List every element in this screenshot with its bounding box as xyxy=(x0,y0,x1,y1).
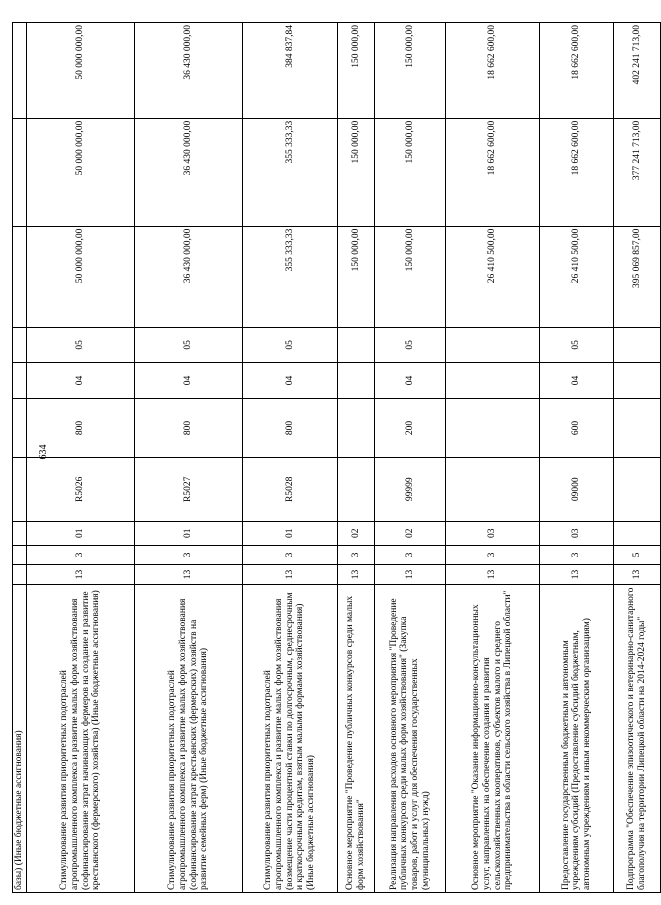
row-description: Подпрограмма "Обеспечение эпизоотического и ветеринарно-санитарного благополучия на территории Липецкой области на 2014-2024 годы" xyxy=(614,585,661,893)
amount-cell: 50 000 000,00 xyxy=(27,226,135,327)
code-cell: 3 xyxy=(27,545,135,564)
budget-table-container xyxy=(12,22,647,893)
table-row xyxy=(614,23,661,893)
amount-cell: 50 000 000,00 xyxy=(27,118,135,226)
code-cell: 13 xyxy=(446,565,540,585)
amount-cell: 150 000,00 xyxy=(338,23,375,119)
code-cell: 13 xyxy=(540,565,614,585)
code-cell xyxy=(446,363,540,399)
code-cell: 3 xyxy=(135,545,243,564)
code-cell xyxy=(13,545,27,564)
code-cell: 800 xyxy=(135,398,243,457)
row-description: Предоставление государственным бюджетным и автономным учреждениям субсидий (Предоставление субсидий бюджетным, автономным учреждениям и иным некоммерческим организациям) xyxy=(540,585,614,893)
amount-cell: 18 662 600,00 xyxy=(446,23,540,119)
row-description: Стимулирование развития приоритетных подотраслей агропромышленного комплекса и развитие малых форм хозяйствования (софинансирование затрат начинающих фермеров на создание и развитие крестьянского (фермерского) хозяйства) (Иные бюджетные ассигнования) xyxy=(27,585,135,893)
code-cell xyxy=(446,398,540,457)
amount-cell: 36 430 000,00 xyxy=(135,23,243,119)
amount-cell: 150 000,00 xyxy=(338,226,375,327)
page-number: 634 xyxy=(38,444,49,460)
code-cell xyxy=(13,363,27,399)
code-cell xyxy=(614,363,661,399)
amount-cell: 355 333,33 xyxy=(243,226,338,327)
code-cell: 13 xyxy=(135,565,243,585)
code-cell xyxy=(614,458,661,522)
table-row xyxy=(135,23,243,893)
code-cell: 03 xyxy=(446,521,540,545)
budget-table xyxy=(12,22,661,893)
amount-cell: 384 837,84 xyxy=(243,23,338,119)
amount-cell: 18 662 600,00 xyxy=(446,118,540,226)
code-cell: 13 xyxy=(338,565,375,585)
code-cell xyxy=(13,327,27,363)
row-description: Реализация направления расходов основного мероприятия "Проведение публичных конкурсов среди малых форм хозяйствования" (Закупка товаров, работ и услуг для обеспечения государственных (муниципальных) нужд) xyxy=(375,585,446,893)
table-row xyxy=(338,23,375,893)
code-cell: 01 xyxy=(135,521,243,545)
code-cell: 09000 xyxy=(540,458,614,522)
row-description: базы) (Иные бюджетные ассигнования) xyxy=(13,585,27,893)
code-cell xyxy=(338,398,375,457)
code-cell xyxy=(13,458,27,522)
code-cell: 05 xyxy=(27,327,135,363)
code-cell xyxy=(614,521,661,545)
table-row xyxy=(243,23,338,893)
amount-cell: 36 430 000,00 xyxy=(135,118,243,226)
amount-cell: 150 000,00 xyxy=(375,226,446,327)
code-cell: 3 xyxy=(243,545,338,564)
code-cell: 13 xyxy=(614,565,661,585)
amount-cell: 395 069 857,00 xyxy=(614,226,661,327)
code-cell: 01 xyxy=(243,521,338,545)
code-cell: 05 xyxy=(135,327,243,363)
amount-cell: 18 662 600,00 xyxy=(540,118,614,226)
table-row xyxy=(375,23,446,893)
code-cell: 03 xyxy=(540,521,614,545)
amount-cell xyxy=(13,226,27,327)
code-cell: 3 xyxy=(375,545,446,564)
amount-cell: 26 410 500,00 xyxy=(540,226,614,327)
code-cell xyxy=(13,521,27,545)
code-cell: 3 xyxy=(540,545,614,564)
code-cell: 05 xyxy=(540,327,614,363)
table-row xyxy=(13,23,27,893)
table-row xyxy=(446,23,540,893)
code-cell: 05 xyxy=(375,327,446,363)
code-cell: 01 xyxy=(27,521,135,545)
code-cell: 04 xyxy=(243,363,338,399)
code-cell xyxy=(614,327,661,363)
row-description: Основное мероприятие "Проведение публичных конкурсов среди малых форм хозяйствования" xyxy=(338,585,375,893)
amount-cell: 377 241 713,00 xyxy=(614,118,661,226)
code-cell: 02 xyxy=(375,521,446,545)
amount-cell: 18 662 600,00 xyxy=(540,23,614,119)
code-cell xyxy=(446,458,540,522)
code-cell: 3 xyxy=(338,545,375,564)
table-row xyxy=(540,23,614,893)
code-cell: 5 xyxy=(614,545,661,564)
code-cell: 800 xyxy=(27,398,135,457)
code-cell: R5026 xyxy=(27,458,135,522)
code-cell: 13 xyxy=(375,565,446,585)
code-cell: 600 xyxy=(540,398,614,457)
code-cell: 800 xyxy=(243,398,338,457)
code-cell xyxy=(338,458,375,522)
amount-cell: 36 430 000,00 xyxy=(135,226,243,327)
code-cell: 13 xyxy=(243,565,338,585)
amount-cell xyxy=(13,118,27,226)
code-cell xyxy=(446,327,540,363)
amount-cell: 150 000,00 xyxy=(338,118,375,226)
code-cell: 04 xyxy=(135,363,243,399)
code-cell: 13 xyxy=(27,565,135,585)
amount-cell: 50 000 000,00 xyxy=(27,23,135,119)
code-cell: 04 xyxy=(540,363,614,399)
code-cell: 99999 xyxy=(375,458,446,522)
code-cell xyxy=(614,398,661,457)
amount-cell: 150 000,00 xyxy=(375,23,446,119)
code-cell: R5027 xyxy=(135,458,243,522)
code-cell: 02 xyxy=(338,521,375,545)
code-cell: 05 xyxy=(243,327,338,363)
code-cell: 04 xyxy=(27,363,135,399)
code-cell: 3 xyxy=(446,545,540,564)
code-cell xyxy=(13,565,27,585)
amount-cell: 150 000,00 xyxy=(375,118,446,226)
code-cell xyxy=(338,327,375,363)
code-cell: R5028 xyxy=(243,458,338,522)
amount-cell: 26 410 500,00 xyxy=(446,226,540,327)
amount-cell: 402 241 713,00 xyxy=(614,23,661,119)
amount-cell: 355 333,33 xyxy=(243,118,338,226)
amount-cell xyxy=(13,23,27,119)
table-row xyxy=(27,23,135,893)
code-cell: 200 xyxy=(375,398,446,457)
row-description: Основное мероприятие "Оказание информационно-консультационных услуг, направленных на обеспечение создания и развития сельскохозяйственных кооперативов, субъектов малого и среднего предпринимательства в области сельского хозяйства в Липецкой области" xyxy=(446,585,540,893)
row-description: Стимулирование развития приоритетных подотраслей агропромышленного комплекса и развитие малых форм хозяйствования (софинансирование затрат крестьянских (фермерских) хозяйств на развитие семейных ферм) (Иные бюджетные ассигнования) xyxy=(135,585,243,893)
code-cell xyxy=(13,398,27,457)
row-description: Стимулирование развития приоритетных подотраслей агропромышленного комплекса и развитие малых форм хозяйствования (возмещение части процентной ставки по долгосрочным, среднесрочным и краткосрочным кредитам, взятым малыми формами хозяйствования) (Иные бюджетные ассигнования) xyxy=(243,585,338,893)
code-cell xyxy=(338,363,375,399)
code-cell: 04 xyxy=(375,363,446,399)
